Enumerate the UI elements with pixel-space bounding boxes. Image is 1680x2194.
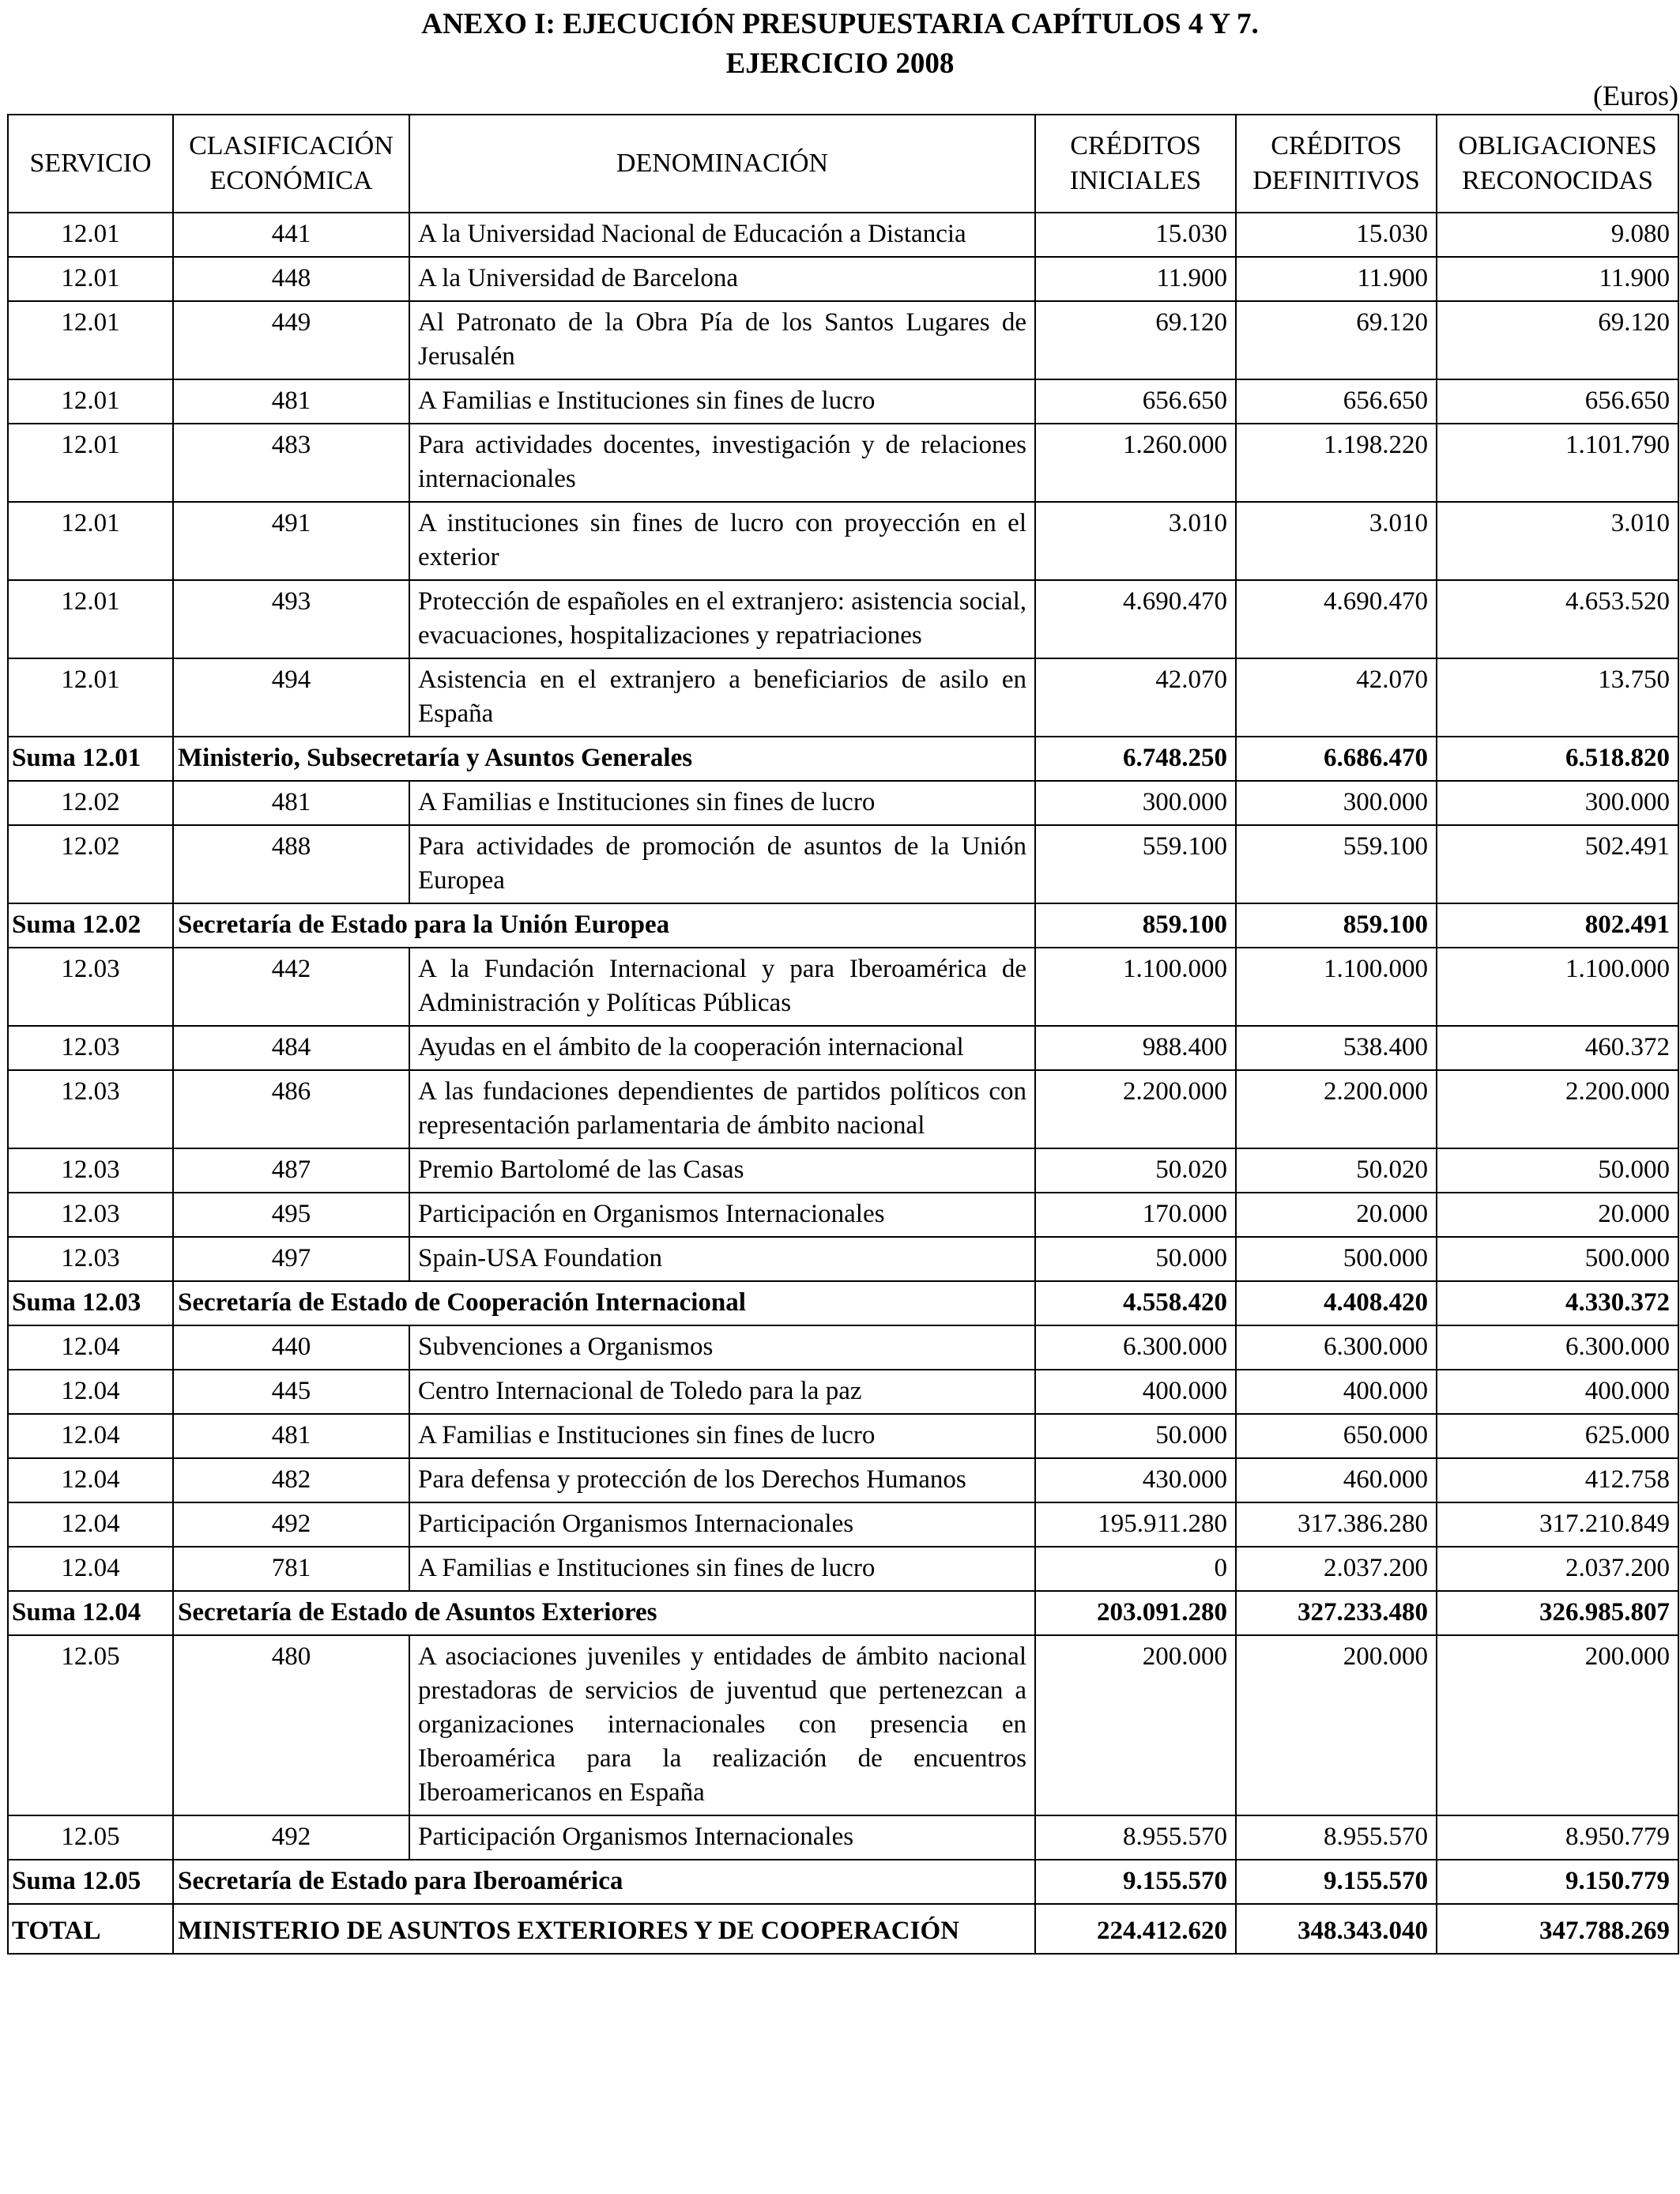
obligaciones-reconocidas-cell: 412.758	[1437, 1458, 1678, 1502]
clasificacion-cell: 492	[173, 1502, 409, 1547]
creditos-iniciales-cell: 6.748.250	[1035, 737, 1236, 781]
table-row	[8, 1193, 1678, 1237]
header-creditos-definitivos: CRÉDITOS DEFINITIVOS	[1236, 115, 1437, 213]
creditos-iniciales-cell: 50.000	[1035, 1237, 1236, 1281]
table-row	[8, 1815, 1678, 1860]
creditos-iniciales-cell: 42.070	[1035, 658, 1236, 737]
table-row	[8, 424, 1678, 502]
creditos-iniciales-cell: 1.260.000	[1035, 424, 1236, 502]
creditos-iniciales-cell: 3.010	[1035, 502, 1236, 580]
obligaciones-reconocidas-cell: 3.010	[1437, 502, 1678, 580]
table-row	[8, 1370, 1678, 1414]
table-row	[8, 213, 1678, 257]
clasificacion-cell: 481	[173, 379, 409, 424]
denominacion-cell: A Familias e Instituciones sin fines de lucro	[409, 1414, 1035, 1458]
table-row	[8, 1502, 1678, 1547]
denominacion-cell: Ayudas en el ámbito de la cooperación internacional	[409, 1026, 1035, 1070]
obligaciones-reconocidas-cell: 200.000	[1437, 1635, 1678, 1815]
creditos-iniciales-cell: 69.120	[1035, 301, 1236, 379]
obligaciones-reconocidas-cell: 460.372	[1437, 1026, 1678, 1070]
obligaciones-reconocidas-cell: 11.900	[1437, 257, 1678, 301]
obligaciones-reconocidas-cell: 347.788.269	[1437, 1904, 1678, 1954]
clasificacion-cell: 497	[173, 1237, 409, 1281]
denominacion-cell: A la Fundación Internacional y para Iberoamérica de Administración y Políticas Públicas	[409, 948, 1035, 1026]
creditos-iniciales-cell: 15.030	[1035, 213, 1236, 257]
creditos-definitivos-cell: 20.000	[1236, 1193, 1437, 1237]
clasificacion-cell: 495	[173, 1193, 409, 1237]
table-row	[8, 825, 1678, 903]
denominacion-cell: A asociaciones juveniles y entidades de ámbito nacional prestadoras de servicios de juventud que pertenezcan a organizaciones internacionales con presencia en Iberoamérica para la realización de encuentros Iberoamericanos en España	[409, 1635, 1035, 1815]
creditos-iniciales-cell: 50.020	[1035, 1148, 1236, 1193]
subtotal-label: Suma 12.04	[8, 1591, 173, 1635]
table-row	[8, 1547, 1678, 1591]
denominacion-cell: Para defensa y protección de los Derechos Humanos	[409, 1458, 1035, 1502]
obligaciones-reconocidas-cell: 802.491	[1437, 903, 1678, 948]
clasificacion-cell: 445	[173, 1370, 409, 1414]
creditos-iniciales-cell: 200.000	[1035, 1635, 1236, 1815]
creditos-definitivos-cell: 859.100	[1236, 903, 1437, 948]
servicio-cell: 12.04	[8, 1502, 173, 1547]
subtotal-name: Secretaría de Estado de Asuntos Exteriores	[173, 1591, 1035, 1635]
total-label: TOTAL	[8, 1904, 173, 1954]
servicio-cell: 12.03	[8, 1148, 173, 1193]
denominacion-cell: Protección de españoles en el extranjero: asistencia social, evacuaciones, hospitalizaciones y repatriaciones	[409, 580, 1035, 658]
obligaciones-reconocidas-cell: 326.985.807	[1437, 1591, 1678, 1635]
creditos-definitivos-cell: 1.198.220	[1236, 424, 1437, 502]
creditos-iniciales-cell: 656.650	[1035, 379, 1236, 424]
denominacion-cell: Participación Organismos Internacionales	[409, 1502, 1035, 1547]
creditos-definitivos-cell: 6.300.000	[1236, 1325, 1437, 1370]
creditos-definitivos-cell: 4.408.420	[1236, 1281, 1437, 1325]
creditos-iniciales-cell: 0	[1035, 1547, 1236, 1591]
units-label: (Euros)	[1593, 80, 1678, 111]
obligaciones-reconocidas-cell: 50.000	[1437, 1148, 1678, 1193]
servicio-cell: 12.03	[8, 1026, 173, 1070]
denominacion-cell: A las fundaciones dependientes de partidos políticos con representación parlamentaria de ámbito nacional	[409, 1070, 1035, 1148]
obligaciones-reconocidas-cell: 6.518.820	[1437, 737, 1678, 781]
obligaciones-reconocidas-cell: 625.000	[1437, 1414, 1678, 1458]
subtotal-label: Suma 12.02	[8, 903, 173, 948]
servicio-cell: 12.01	[8, 379, 173, 424]
creditos-iniciales-cell: 195.911.280	[1035, 1502, 1236, 1547]
creditos-iniciales-cell: 559.100	[1035, 825, 1236, 903]
obligaciones-reconocidas-cell: 9.080	[1437, 213, 1678, 257]
subtotal-label: Suma 12.01	[8, 737, 173, 781]
creditos-definitivos-cell: 2.037.200	[1236, 1547, 1437, 1591]
creditos-iniciales-cell: 400.000	[1035, 1370, 1236, 1414]
obligaciones-reconocidas-cell: 4.330.372	[1437, 1281, 1678, 1325]
creditos-iniciales-cell: 4.690.470	[1035, 580, 1236, 658]
servicio-cell: 12.01	[8, 502, 173, 580]
creditos-definitivos-cell: 50.020	[1236, 1148, 1437, 1193]
subtotal-name: Ministerio, Subsecretaría y Asuntos Generales	[173, 737, 1035, 781]
servicio-cell: 12.05	[8, 1815, 173, 1860]
creditos-definitivos-cell: 200.000	[1236, 1635, 1437, 1815]
creditos-definitivos-cell: 8.955.570	[1236, 1815, 1437, 1860]
header-clasificacion: CLASIFICACIÓN ECONÓMICA	[173, 115, 409, 213]
subtotal-row	[8, 737, 1678, 781]
creditos-iniciales-cell: 170.000	[1035, 1193, 1236, 1237]
header-denominacion: DENOMINACIÓN	[409, 115, 1035, 213]
obligaciones-reconocidas-cell: 500.000	[1437, 1237, 1678, 1281]
servicio-cell: 12.01	[8, 213, 173, 257]
denominacion-cell: Centro Internacional de Toledo para la paz	[409, 1370, 1035, 1414]
obligaciones-reconocidas-cell: 9.150.779	[1437, 1860, 1678, 1904]
denominacion-cell: Spain-USA Foundation	[409, 1237, 1035, 1281]
denominacion-cell: A Familias e Instituciones sin fines de lucro	[409, 379, 1035, 424]
table-row	[8, 1070, 1678, 1148]
creditos-iniciales-cell: 6.300.000	[1035, 1325, 1236, 1370]
creditos-iniciales-cell: 9.155.570	[1035, 1860, 1236, 1904]
creditos-definitivos-cell: 42.070	[1236, 658, 1437, 737]
denominacion-cell: A instituciones sin fines de lucro con proyección en el exterior	[409, 502, 1035, 580]
denominacion-cell: Para actividades docentes, investigación y de relaciones internacionales	[409, 424, 1035, 502]
obligaciones-reconocidas-cell: 6.300.000	[1437, 1325, 1678, 1370]
subtotal-row	[8, 1591, 1678, 1635]
creditos-definitivos-cell: 500.000	[1236, 1237, 1437, 1281]
creditos-iniciales-cell: 4.558.420	[1035, 1281, 1236, 1325]
creditos-definitivos-cell: 1.100.000	[1236, 948, 1437, 1026]
header-row	[8, 115, 1678, 213]
servicio-cell: 12.04	[8, 1414, 173, 1458]
obligaciones-reconocidas-cell: 2.037.200	[1437, 1547, 1678, 1591]
denominacion-cell: A la Universidad de Barcelona	[409, 257, 1035, 301]
creditos-definitivos-cell: 11.900	[1236, 257, 1437, 301]
servicio-cell: 12.01	[8, 301, 173, 379]
document-title	[0, 5, 1680, 84]
obligaciones-reconocidas-cell: 8.950.779	[1437, 1815, 1678, 1860]
creditos-iniciales-cell: 859.100	[1035, 903, 1236, 948]
table-row	[8, 580, 1678, 658]
header-obligaciones-reconocidas: OBLIGACIONES RECONOCIDAS	[1437, 115, 1678, 213]
header-creditos-iniciales: CRÉDITOS INICIALES	[1035, 115, 1236, 213]
subtotal-row	[8, 1860, 1678, 1904]
creditos-iniciales-cell: 2.200.000	[1035, 1070, 1236, 1148]
clasificacion-cell: 442	[173, 948, 409, 1026]
obligaciones-reconocidas-cell: 300.000	[1437, 781, 1678, 825]
table-row	[8, 1148, 1678, 1193]
total-row	[8, 1904, 1678, 1954]
obligaciones-reconocidas-cell: 69.120	[1437, 301, 1678, 379]
obligaciones-reconocidas-cell: 656.650	[1437, 379, 1678, 424]
clasificacion-cell: 781	[173, 1547, 409, 1591]
servicio-cell: 12.03	[8, 1070, 173, 1148]
subtotal-name: Secretaría de Estado de Cooperación Internacional	[173, 1281, 1035, 1325]
obligaciones-reconocidas-cell: 1.100.000	[1437, 948, 1678, 1026]
clasificacion-cell: 493	[173, 580, 409, 658]
clasificacion-cell: 491	[173, 502, 409, 580]
servicio-cell: 12.04	[8, 1547, 173, 1591]
subtotal-name: Secretaría de Estado para la Unión Europea	[173, 903, 1035, 948]
subtotal-label: Suma 12.03	[8, 1281, 173, 1325]
servicio-cell: 12.04	[8, 1370, 173, 1414]
table-header	[8, 115, 1678, 213]
table-row	[8, 1414, 1678, 1458]
table-row	[8, 1237, 1678, 1281]
table-row	[8, 301, 1678, 379]
servicio-cell: 12.03	[8, 1193, 173, 1237]
creditos-iniciales-cell: 224.412.620	[1035, 1904, 1236, 1954]
creditos-iniciales-cell: 11.900	[1035, 257, 1236, 301]
clasificacion-cell: 494	[173, 658, 409, 737]
denominacion-cell: Asistencia en el extranjero a beneficiarios de asilo en España	[409, 658, 1035, 737]
obligaciones-reconocidas-cell: 1.101.790	[1437, 424, 1678, 502]
clasificacion-cell: 440	[173, 1325, 409, 1370]
obligaciones-reconocidas-cell: 502.491	[1437, 825, 1678, 903]
clasificacion-cell: 482	[173, 1458, 409, 1502]
creditos-definitivos-cell: 559.100	[1236, 825, 1437, 903]
clasificacion-cell: 481	[173, 781, 409, 825]
servicio-cell: 12.05	[8, 1635, 173, 1815]
subtotal-name: Secretaría de Estado para Iberoamérica	[173, 1860, 1035, 1904]
clasificacion-cell: 484	[173, 1026, 409, 1070]
table-row	[8, 1026, 1678, 1070]
table-body	[8, 213, 1678, 1954]
creditos-definitivos-cell: 327.233.480	[1236, 1591, 1437, 1635]
creditos-definitivos-cell: 400.000	[1236, 1370, 1437, 1414]
denominacion-cell: A la Universidad Nacional de Educación a Distancia	[409, 213, 1035, 257]
denominacion-cell: Para actividades de promoción de asuntos de la Unión Europea	[409, 825, 1035, 903]
clasificacion-cell: 448	[173, 257, 409, 301]
title-line-1: ANEXO I: EJECUCIÓN PRESUPUESTARIA CAPÍTULOS 4 Y 7.	[421, 8, 1259, 40]
servicio-cell: 12.02	[8, 825, 173, 903]
servicio-cell: 12.01	[8, 580, 173, 658]
table-row	[8, 658, 1678, 737]
obligaciones-reconocidas-cell: 20.000	[1437, 1193, 1678, 1237]
subtotal-row	[8, 1281, 1678, 1325]
servicio-cell: 12.02	[8, 781, 173, 825]
creditos-definitivos-cell: 656.650	[1236, 379, 1437, 424]
creditos-iniciales-cell: 203.091.280	[1035, 1591, 1236, 1635]
clasificacion-cell: 483	[173, 424, 409, 502]
creditos-definitivos-cell: 15.030	[1236, 213, 1437, 257]
creditos-definitivos-cell: 3.010	[1236, 502, 1437, 580]
clasificacion-cell: 487	[173, 1148, 409, 1193]
obligaciones-reconocidas-cell: 13.750	[1437, 658, 1678, 737]
obligaciones-reconocidas-cell: 317.210.849	[1437, 1502, 1678, 1547]
creditos-definitivos-cell: 4.690.470	[1236, 580, 1437, 658]
clasificacion-cell: 481	[173, 1414, 409, 1458]
clasificacion-cell: 449	[173, 301, 409, 379]
servicio-cell: 12.01	[8, 424, 173, 502]
servicio-cell: 12.04	[8, 1325, 173, 1370]
creditos-definitivos-cell: 9.155.570	[1236, 1860, 1437, 1904]
table-row	[8, 502, 1678, 580]
budget-table	[7, 114, 1679, 1955]
denominacion-cell: Subvenciones a Organismos	[409, 1325, 1035, 1370]
creditos-definitivos-cell: 460.000	[1236, 1458, 1437, 1502]
creditos-definitivos-cell: 69.120	[1236, 301, 1437, 379]
creditos-iniciales-cell: 8.955.570	[1035, 1815, 1236, 1860]
servicio-cell: 12.01	[8, 658, 173, 737]
creditos-definitivos-cell: 650.000	[1236, 1414, 1437, 1458]
creditos-iniciales-cell: 1.100.000	[1035, 948, 1236, 1026]
servicio-cell: 12.04	[8, 1458, 173, 1502]
table-row	[8, 257, 1678, 301]
servicio-cell: 12.03	[8, 948, 173, 1026]
obligaciones-reconocidas-cell: 2.200.000	[1437, 1070, 1678, 1148]
table-row	[8, 1458, 1678, 1502]
creditos-iniciales-cell: 430.000	[1035, 1458, 1236, 1502]
clasificacion-cell: 486	[173, 1070, 409, 1148]
creditos-definitivos-cell: 2.200.000	[1236, 1070, 1437, 1148]
denominacion-cell: Participación en Organismos Internacionales	[409, 1193, 1035, 1237]
creditos-definitivos-cell: 6.686.470	[1236, 737, 1437, 781]
clasificacion-cell: 480	[173, 1635, 409, 1815]
clasificacion-cell: 488	[173, 825, 409, 903]
creditos-definitivos-cell: 317.386.280	[1236, 1502, 1437, 1547]
denominacion-cell: Participación Organismos Internacionales	[409, 1815, 1035, 1860]
creditos-definitivos-cell: 538.400	[1236, 1026, 1437, 1070]
denominacion-cell: A Familias e Instituciones sin fines de lucro	[409, 781, 1035, 825]
creditos-iniciales-cell: 300.000	[1035, 781, 1236, 825]
denominacion-cell: Al Patronato de la Obra Pía de los Santos Lugares de Jerusalén	[409, 301, 1035, 379]
clasificacion-cell: 492	[173, 1815, 409, 1860]
obligaciones-reconocidas-cell: 4.653.520	[1437, 580, 1678, 658]
obligaciones-reconocidas-cell: 400.000	[1437, 1370, 1678, 1414]
table-row	[8, 781, 1678, 825]
clasificacion-cell: 441	[173, 213, 409, 257]
table-row	[8, 379, 1678, 424]
creditos-definitivos-cell: 348.343.040	[1236, 1904, 1437, 1954]
table-row	[8, 948, 1678, 1026]
table-row	[8, 1325, 1678, 1370]
creditos-iniciales-cell: 988.400	[1035, 1026, 1236, 1070]
denominacion-cell: Premio Bartolomé de las Casas	[409, 1148, 1035, 1193]
servicio-cell: 12.01	[8, 257, 173, 301]
creditos-iniciales-cell: 50.000	[1035, 1414, 1236, 1458]
title-line-2: EJERCICIO 2008	[725, 47, 955, 80]
total-name: MINISTERIO DE ASUNTOS EXTERIORES Y DE COOPERACIÓN	[173, 1904, 1035, 1954]
servicio-cell: 12.03	[8, 1237, 173, 1281]
header-servicio: SERVICIO	[8, 115, 173, 213]
creditos-definitivos-cell: 300.000	[1236, 781, 1437, 825]
table-row	[8, 1635, 1678, 1815]
subtotal-label: Suma 12.05	[8, 1860, 173, 1904]
denominacion-cell: A Familias e Instituciones sin fines de lucro	[409, 1547, 1035, 1591]
subtotal-row	[8, 903, 1678, 948]
